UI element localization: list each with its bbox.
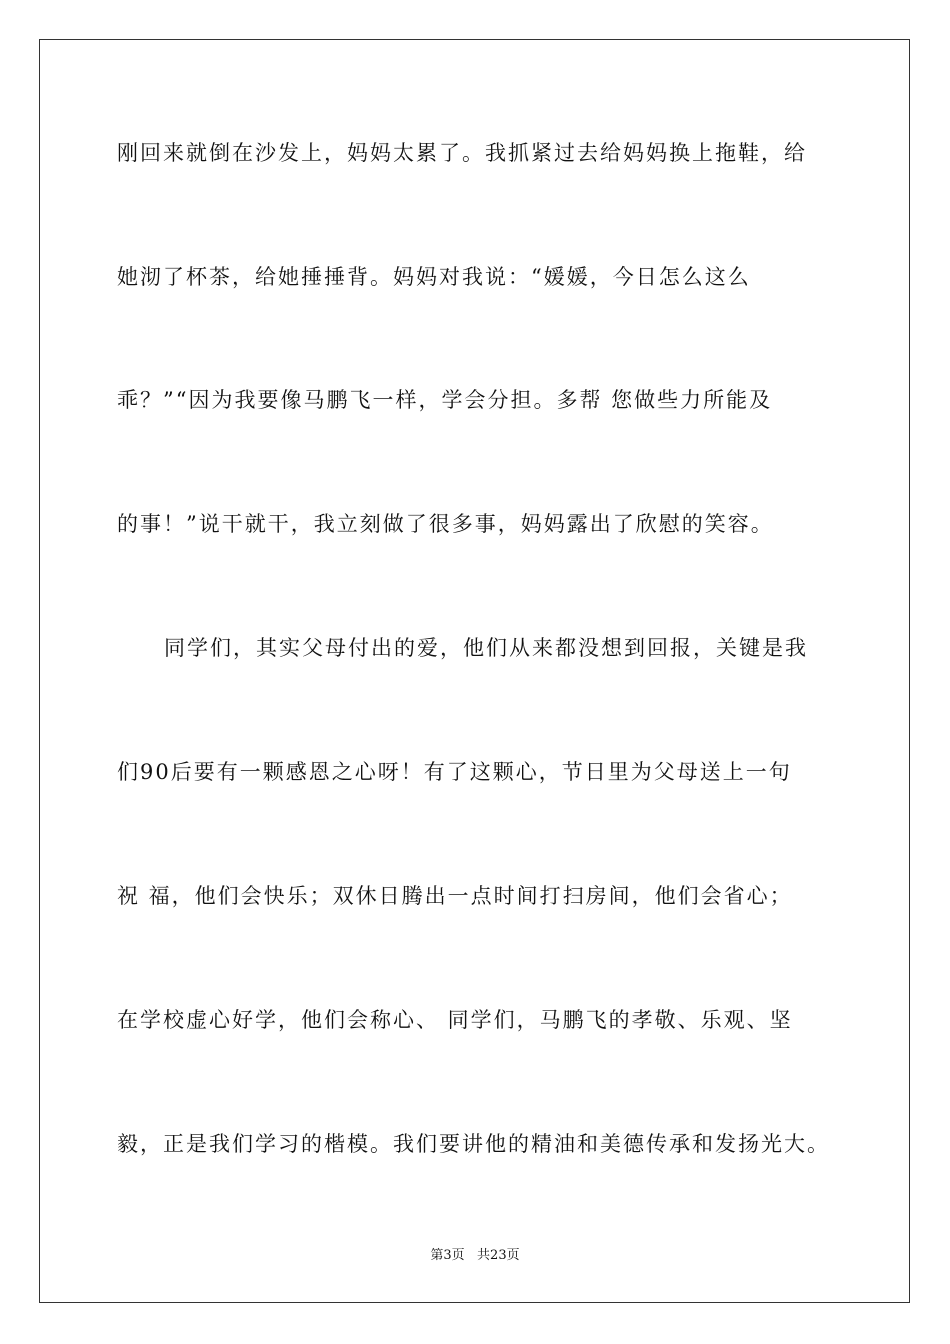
body-line-2: 她沏了杯茶，给她捶捶背。妈妈对我说：“媛媛，今日怎么这么 bbox=[117, 265, 751, 289]
body-line-8: 在学校虚心好学，他们会称心、 同学们，马鹏飞的孝敬、乐观、坚 bbox=[117, 1008, 793, 1032]
page-number-footer: 第3页 共23页 bbox=[430, 1248, 520, 1263]
body-line-3: 乖？”“因为我要像马鹏飞一样，学会分担。多帮 您做些力所能及 bbox=[117, 388, 773, 412]
body-line-9: 毅，正是我们学习的楷模。我们要讲他的精油和美德传承和发扬光大。 bbox=[117, 1132, 830, 1156]
body-line-1: 刚回来就倒在沙发上，妈妈太累了。我抓紧过去给妈妈换上拖鞋，给 bbox=[117, 141, 807, 165]
paragraph-start-line: 同学们，其实父母付出的爱，他们从来都没想到回报，关键是我 bbox=[164, 636, 808, 660]
page-border bbox=[39, 39, 910, 1303]
body-line-6: 们90后要有一颗感恩之心呀！有了这颗心，节日里为父母送上一句 bbox=[117, 760, 792, 784]
body-line-4: 的事！”说干就干，我立刻做了很多事，妈妈露出了欣慰的笑容。 bbox=[117, 512, 774, 536]
body-line-7: 祝 福，他们会快乐；双休日腾出一点时间打扫房间，他们会省心； bbox=[117, 884, 793, 908]
